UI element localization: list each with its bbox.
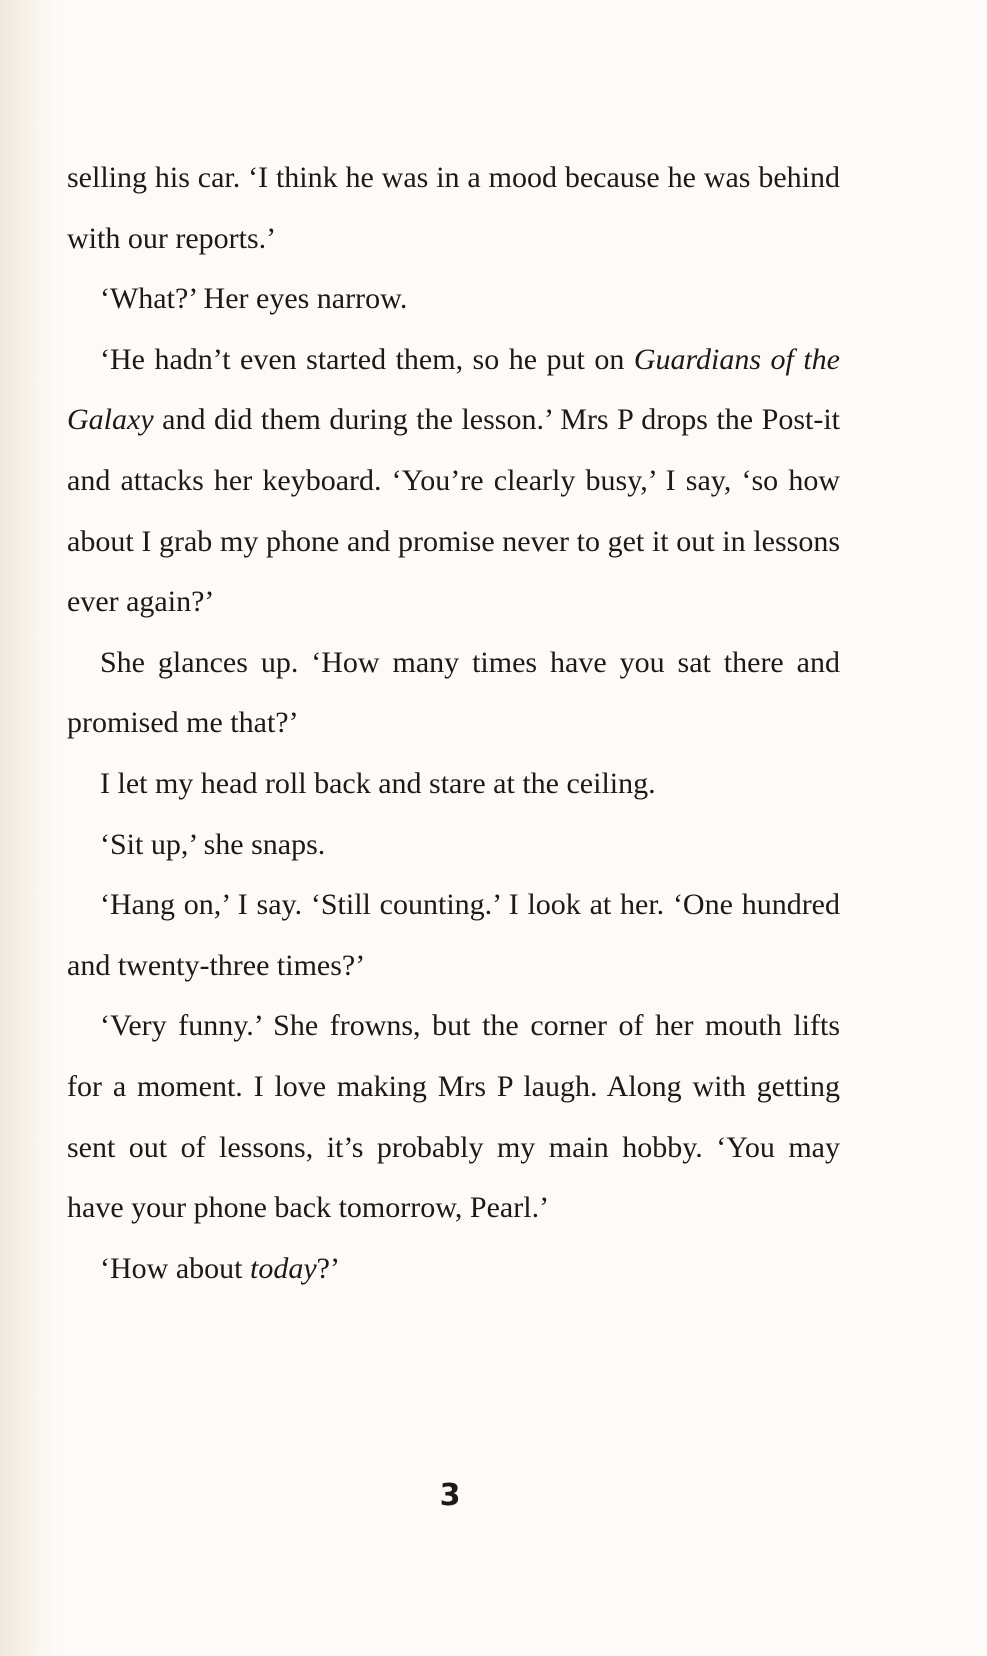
paragraph: [67, 754, 840, 815]
text-run: ‘Hang on,’ I say. ‘Still counting.’ I look at her. ‘One hundred and twenty-three times?’: [67, 888, 840, 982]
paragraph: [67, 875, 840, 996]
italic-title: Guardians of the Galaxy: [67, 342, 840, 437]
text-run: ?’: [316, 1251, 340, 1285]
text-run: ‘Very funny.’ She frowns, but the corner of her mouth lifts for a moment. I love making Mrs P laugh. Along with getting sent out of lessons, it’s probably my main hobby. ‘You may have your phone back tomorrow, Pearl.’: [67, 1009, 840, 1225]
paragraph: [67, 996, 840, 1238]
paragraph: [67, 330, 840, 633]
body-text: [67, 148, 840, 1299]
text-run: and did them during the lesson.’ Mrs P drops the Post-it and attacks her keyboard. ‘You’re clearly busy,’ I say, ‘so how about I grab my phone and promise never to get it out in lessons ever again?’: [67, 403, 840, 619]
paragraph: [67, 148, 840, 269]
text-run: ‘How about: [100, 1251, 250, 1285]
text-run: selling his car. ‘I think he was in a mood because he was behind with our reports.’: [67, 161, 840, 255]
text-run: ‘He hadn’t even started them, so he put on: [100, 342, 634, 376]
text-run: ‘What?’ Her eyes narrow.: [100, 282, 408, 316]
paragraph: [67, 269, 840, 330]
paragraph: [67, 633, 840, 754]
paragraph: [67, 815, 840, 876]
paragraph: [67, 1239, 840, 1300]
text-run: She glances up. ‘How many times have you sat there and promised me that?’: [67, 645, 840, 740]
italic-word: today: [249, 1251, 317, 1285]
page-number: 3: [439, 1478, 461, 1513]
page-gutter-shadow: [0, 0, 60, 1656]
text-run: ‘Sit up,’ she snaps.: [100, 827, 326, 861]
text-run: I let my head roll back and stare at the ceiling.: [100, 766, 656, 800]
